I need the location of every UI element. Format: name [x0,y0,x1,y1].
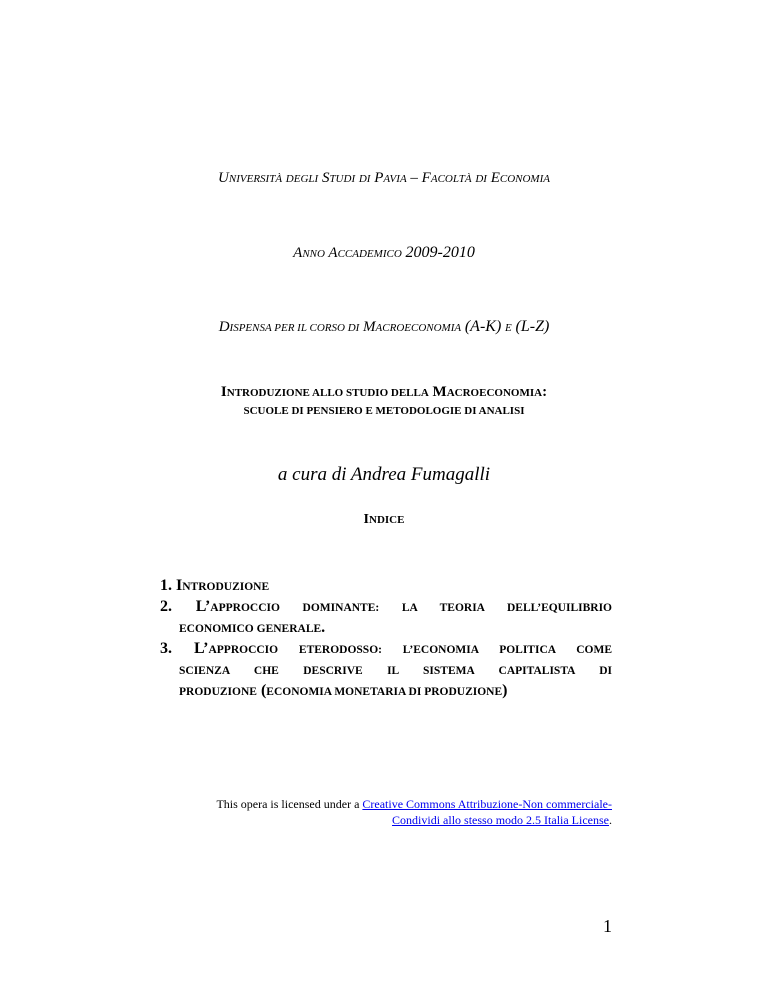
studi-word: TUDI [329,173,356,185]
academic-year [0,244,768,262]
university-word: NIVERSITÀ [228,173,283,185]
academic-years: 2009-2010 [405,244,475,261]
page-number: 1 [603,916,612,936]
toc-item-1-label: NTRODUZIONE [182,581,270,593]
index-heading [0,512,768,528]
di-word-1: DI [358,173,371,185]
pavia-initial: P [374,170,384,186]
toc-item-1-initial: I [176,577,183,594]
toc-item-2-period: . [321,619,326,636]
di-word-2: DI [475,173,487,185]
dispensa-initial: D [218,319,230,335]
course-group-lz: (L-Z) [515,318,550,335]
license-prefix: This opera is licensed under a [216,797,360,811]
economia-word: CONOMIA [499,173,550,185]
document-title [0,384,768,401]
license-link-part-1[interactable]: Creative Commons Attribuzione-Non commerciale- [362,797,612,811]
e-word: E [505,322,512,334]
facolta-word: ACOLTÀ [430,173,472,185]
toc-item-3-line1 [160,639,612,660]
toc-item-3-label-line3a: PRODUZIONE [179,686,257,698]
pavia-word: AVIA [383,173,407,185]
title-macroeconomia: ACROECONOMIA [446,387,543,399]
facolta-initial: F [421,170,431,186]
toc-item-3-line2 [160,660,612,681]
course-line [0,318,768,336]
table-of-contents [160,576,612,702]
toc-item-2-initial: L’ [195,598,211,615]
license-suffix: . [609,813,612,827]
toc-item-1[interactable] [160,576,612,597]
university-initial-u: U [218,170,229,186]
anno-word: NNO [302,248,325,260]
toc-item-3-line3 [160,681,612,702]
macroeconomia-word: ACROECONOMIA [375,322,462,334]
license-link-part-2[interactable]: Condividi allo stesso modo 2.5 Italia License [392,813,609,827]
toc-item-3-paren-open: ( [260,682,267,699]
degli-word: DEGLI [285,173,319,185]
toc-item-3-number: 3. [160,640,172,657]
license-notice [160,796,612,828]
title-initial-m: M [432,384,447,400]
indice-word: NDICE [369,514,405,526]
author-line: a cura di Andrea Fumagalli [277,464,491,485]
title-colon: : [542,384,548,400]
macroeconomia-initial: M [363,319,376,335]
indice-initial: I [363,512,369,527]
studi-initial: S [321,170,330,186]
anno-initial: A [293,245,303,261]
toc-item-1-number: 1. [160,577,172,594]
toc-item-2-line2 [160,618,612,639]
title-initial-i: I [220,384,227,400]
toc-item-3-initial: L’ [193,640,209,657]
toc-item-2-label-line1: APPROCCIO DOMINANTE: LA TEORIA DELL’EQUILIBRIO [210,602,613,614]
toc-item-3-paren-close: ) [502,682,508,699]
accademico-word: CCADEMICO [337,248,402,260]
toc-item-3[interactable] [160,639,612,702]
accademico-initial: A [328,245,338,261]
toc-item-2-line1 [160,597,612,618]
separator-dash: – [410,170,418,186]
toc-item-2-label-line2: ECONOMICO GENERALE [179,623,322,635]
dispensa-words: ISPENSA PER IL CORSO DI [229,322,360,334]
license-line-1 [160,796,612,812]
toc-item-2[interactable] [160,597,612,639]
university-heading [0,170,768,187]
document-subtitle: SCUOLE DI PENSIERO E METODOLOGIE DI ANALISI [243,405,525,417]
toc-item-3-label-line2: SCIENZA CHE DESCRIVE IL SISTEMA CAPITALISTA DI [179,665,612,677]
license-line-2 [160,812,612,828]
title-words: NTRODUZIONE ALLO STUDIO DELLA [226,387,429,399]
toc-item-3-label-line1: APPROCCIO ETERODOSSO: L’ECONOMIA POLITICA COME [208,644,613,656]
toc-item-2-number: 2. [160,598,172,615]
course-group-ak: (A-K) [464,318,502,335]
toc-item-3-label-line3b: ECONOMIA MONETARIA DI PRODUZIONE [266,686,503,698]
economia-initial: E [490,170,500,186]
